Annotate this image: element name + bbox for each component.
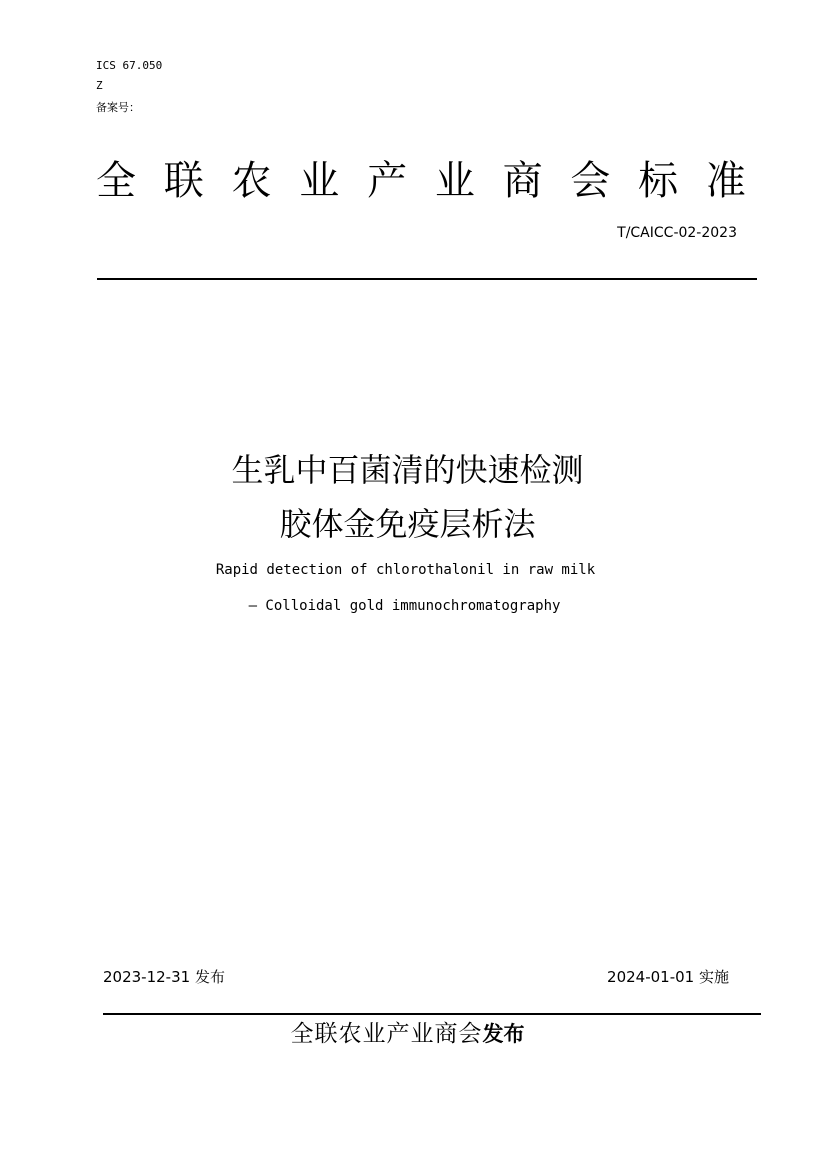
standard-title-char: 会	[570, 158, 611, 204]
ics-code: ICS 67.050	[96, 59, 163, 72]
publisher-line	[0, 1018, 815, 1050]
english-title-line-2: — Colloidal gold immunochromatography	[248, 598, 561, 614]
record-number-label: 备案号：	[96, 101, 140, 114]
classification-code: Z	[96, 79, 103, 92]
standard-title-char: 联	[163, 158, 204, 204]
standard-title	[96, 155, 746, 207]
standard-title-char: 产	[367, 158, 408, 204]
header-divider	[97, 278, 757, 280]
standard-title-char: 准	[705, 158, 746, 204]
publisher-name: 全联农业产业商会	[290, 1021, 483, 1047]
english-title-line-1: Rapid detection of chlorothalonil in raw milk	[215, 562, 596, 578]
implementation-date: 2024-01-01 实施	[607, 968, 729, 986]
standard-title-char: 全	[96, 158, 136, 204]
standard-title-char: 业	[299, 158, 340, 204]
footer-divider	[103, 1013, 761, 1015]
standard-title-char: 标	[638, 158, 679, 204]
document-title-line-1: 生乳中百菌清的快速检测	[231, 451, 584, 489]
standard-title-char: 农	[231, 158, 272, 204]
document-title-line-2: 胶体金免疫层析法	[279, 505, 536, 543]
standard-title-char: 商	[502, 158, 543, 204]
standard-title-char: 业	[434, 158, 475, 204]
standard-code: T/CAICC-02-2023	[617, 225, 737, 241]
publisher-verb: 发布	[482, 1021, 525, 1046]
issue-date: 2023-12-31 发布	[103, 968, 225, 986]
